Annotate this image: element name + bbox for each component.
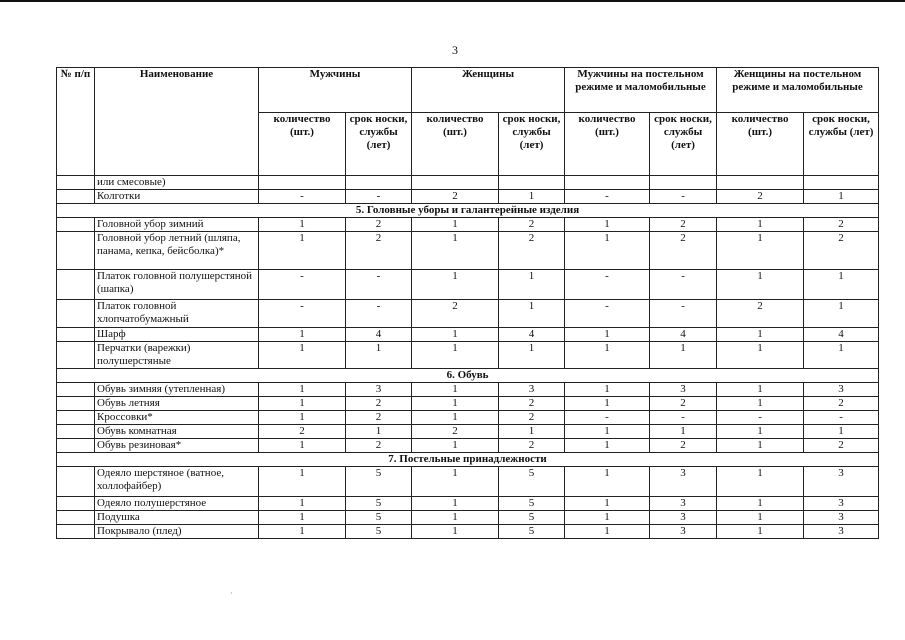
table-row (57, 270, 879, 300)
quantity-cell: 1 (412, 383, 499, 397)
quantity-cell: 1 (717, 525, 804, 539)
term-cell: - (346, 300, 412, 328)
scan-mark: · (230, 589, 233, 598)
quantity-cell: 1 (565, 342, 650, 369)
term-cell: 3 (804, 511, 879, 525)
row-number-cell (57, 176, 95, 190)
section-title: 6. Обувь (57, 369, 879, 383)
table-row (57, 525, 879, 539)
term-cell (650, 176, 717, 190)
row-number-cell (57, 328, 95, 342)
term-cell: 1 (499, 190, 565, 204)
term-cell: 1 (499, 300, 565, 328)
header-group-men: Мужчины (259, 68, 412, 113)
quantity-cell: 1 (259, 383, 346, 397)
quantity-cell: 1 (565, 397, 650, 411)
row-number-cell (57, 190, 95, 204)
item-name: или смесовые) (95, 176, 259, 190)
quantity-cell: - (565, 270, 650, 300)
item-name: Платок головной хлопчатобумажный (95, 300, 259, 328)
quantity-cell: 1 (717, 425, 804, 439)
term-cell: 2 (804, 218, 879, 232)
term-cell: 2 (804, 397, 879, 411)
term-cell: 5 (346, 525, 412, 539)
table-row (57, 411, 879, 425)
term-cell: 1 (346, 342, 412, 369)
quantity-cell: 1 (259, 439, 346, 453)
term-cell: 2 (650, 232, 717, 270)
quantity-cell: 2 (717, 300, 804, 328)
term-cell (804, 176, 879, 190)
term-cell: 1 (804, 300, 879, 328)
quantity-cell: 1 (565, 425, 650, 439)
item-name: Обувь комнатная (95, 425, 259, 439)
term-cell: 4 (650, 328, 717, 342)
term-cell: 2 (346, 439, 412, 453)
table-row (57, 342, 879, 369)
quantity-cell (717, 176, 804, 190)
quantity-cell: 1 (717, 218, 804, 232)
quantity-cell: 1 (412, 439, 499, 453)
table-row (57, 218, 879, 232)
quantity-cell: 1 (412, 397, 499, 411)
row-number-cell (57, 525, 95, 539)
quantity-cell: 1 (259, 342, 346, 369)
term-cell: 2 (346, 232, 412, 270)
header-quantity: количество (шт.) (565, 113, 650, 176)
quantity-cell: 1 (717, 397, 804, 411)
term-cell: 5 (499, 525, 565, 539)
term-cell: 1 (804, 270, 879, 300)
term-cell: - (650, 411, 717, 425)
quantity-cell: 1 (412, 411, 499, 425)
table-row (57, 328, 879, 342)
table-row (57, 397, 879, 411)
row-number-cell (57, 439, 95, 453)
quantity-cell: 1 (565, 218, 650, 232)
term-cell: 5 (499, 467, 565, 497)
quantity-cell: 1 (259, 328, 346, 342)
quantity-cell: 1 (717, 467, 804, 497)
item-name: Головной убор летний (шляпа, панама, кепка, бейсболка)* (95, 232, 259, 270)
table-row (57, 232, 879, 270)
term-cell: - (650, 270, 717, 300)
header-group-women: Женщины (412, 68, 565, 113)
quantity-cell: 1 (565, 511, 650, 525)
term-cell: - (650, 190, 717, 204)
term-cell: 3 (346, 383, 412, 397)
item-name: Колготки (95, 190, 259, 204)
quantity-cell: 1 (717, 342, 804, 369)
term-cell: 5 (499, 511, 565, 525)
term-cell: 3 (499, 383, 565, 397)
quantity-cell: 2 (412, 190, 499, 204)
term-cell: 2 (804, 232, 879, 270)
item-name: Перчатки (варежки) полушерстяные (95, 342, 259, 369)
quantity-cell: 1 (259, 497, 346, 511)
quantity-cell: 1 (412, 270, 499, 300)
quantity-cell: 1 (412, 497, 499, 511)
term-cell: 2 (499, 218, 565, 232)
quantity-cell (565, 176, 650, 190)
page-top-border (0, 0, 905, 2)
quantity-cell: 1 (259, 511, 346, 525)
term-cell: 3 (650, 525, 717, 539)
quantity-cell: 2 (412, 300, 499, 328)
term-cell: 2 (499, 411, 565, 425)
row-number-cell (57, 425, 95, 439)
quantity-cell: - (259, 190, 346, 204)
quantity-cell: 1 (717, 270, 804, 300)
quantity-cell: 1 (565, 467, 650, 497)
table-row (57, 497, 879, 511)
quantity-cell: 1 (412, 328, 499, 342)
item-name: Шарф (95, 328, 259, 342)
section-title: 7. Постельные принадлежности (57, 453, 879, 467)
quantity-cell: 1 (565, 497, 650, 511)
term-cell: 3 (650, 497, 717, 511)
header-term: срок носки, службы (лет) (499, 113, 565, 176)
item-name: Подушка (95, 511, 259, 525)
term-cell: 4 (499, 328, 565, 342)
header-term: срок носки, службы (лет) (650, 113, 717, 176)
quantity-cell: 1 (259, 411, 346, 425)
quantity-cell: 1 (565, 383, 650, 397)
term-cell: 2 (499, 397, 565, 411)
term-cell: - (650, 300, 717, 328)
item-name: Обувь зимняя (утепленная) (95, 383, 259, 397)
term-cell: 1 (804, 190, 879, 204)
term-cell: - (804, 411, 879, 425)
table-row (57, 176, 879, 190)
row-number-cell (57, 511, 95, 525)
term-cell: 1 (650, 425, 717, 439)
term-cell: - (346, 190, 412, 204)
row-number-cell (57, 411, 95, 425)
quantity-cell: - (717, 411, 804, 425)
section-title: 5. Головные уборы и галантерейные изделия (57, 204, 879, 218)
term-cell: 2 (346, 218, 412, 232)
table-row (57, 190, 879, 204)
term-cell: 5 (346, 467, 412, 497)
quantity-cell: 1 (259, 218, 346, 232)
quantity-cell: 1 (565, 232, 650, 270)
quantity-cell: 2 (259, 425, 346, 439)
item-name: Обувь летняя (95, 397, 259, 411)
header-quantity: количество (шт.) (412, 113, 499, 176)
table-row (57, 383, 879, 397)
quantity-cell (412, 176, 499, 190)
quantity-cell: 1 (717, 497, 804, 511)
term-cell: 3 (650, 467, 717, 497)
table-row (57, 439, 879, 453)
term-cell: 1 (804, 342, 879, 369)
item-name: Кроссовки* (95, 411, 259, 425)
quantity-cell: 1 (565, 439, 650, 453)
quantity-cell: 1 (259, 232, 346, 270)
allowance-table (56, 67, 879, 539)
row-number-cell (57, 397, 95, 411)
term-cell: 3 (804, 467, 879, 497)
quantity-cell: 1 (412, 218, 499, 232)
item-name: Покрывало (плед) (95, 525, 259, 539)
section-row (57, 204, 879, 218)
quantity-cell: 1 (412, 232, 499, 270)
row-number-cell (57, 497, 95, 511)
row-number-cell (57, 270, 95, 300)
table-row (57, 511, 879, 525)
header-no: № п/п (57, 68, 95, 176)
term-cell: 2 (804, 439, 879, 453)
quantity-cell: 1 (259, 397, 346, 411)
term-cell: 4 (804, 328, 879, 342)
term-cell (499, 176, 565, 190)
term-cell: 5 (346, 497, 412, 511)
quantity-cell: 1 (412, 511, 499, 525)
term-cell: 1 (499, 270, 565, 300)
section-row (57, 369, 879, 383)
quantity-cell (259, 176, 346, 190)
item-name: Головной убор зимний (95, 218, 259, 232)
quantity-cell: - (259, 270, 346, 300)
term-cell: 2 (499, 232, 565, 270)
term-cell: 2 (346, 411, 412, 425)
table-row (57, 300, 879, 328)
row-number-cell (57, 232, 95, 270)
quantity-cell: 2 (412, 425, 499, 439)
quantity-cell: - (565, 190, 650, 204)
item-name: Платок головной полушерстяной (шапка) (95, 270, 259, 300)
section-row (57, 453, 879, 467)
item-name: Обувь резиновая* (95, 439, 259, 453)
term-cell: 1 (499, 425, 565, 439)
quantity-cell: - (259, 300, 346, 328)
term-cell: 5 (499, 497, 565, 511)
term-cell: 2 (650, 439, 717, 453)
quantity-cell: 1 (717, 511, 804, 525)
header-quantity: количество (шт.) (717, 113, 804, 176)
quantity-cell: 1 (412, 525, 499, 539)
quantity-cell: - (565, 300, 650, 328)
term-cell (346, 176, 412, 190)
table-row (57, 425, 879, 439)
header-term: срок носки, службы (лет) (804, 113, 879, 176)
row-number-cell (57, 383, 95, 397)
quantity-cell: 1 (717, 328, 804, 342)
quantity-cell: 1 (259, 525, 346, 539)
quantity-cell: 1 (565, 328, 650, 342)
quantity-cell: 1 (412, 342, 499, 369)
item-name: Одеяло полушерстяное (95, 497, 259, 511)
term-cell: 3 (804, 383, 879, 397)
header-quantity: количество (шт.) (259, 113, 346, 176)
term-cell: 1 (650, 342, 717, 369)
header-name: Наименование (95, 68, 259, 176)
quantity-cell: - (565, 411, 650, 425)
quantity-cell: 1 (412, 467, 499, 497)
row-number-cell (57, 342, 95, 369)
term-cell: 4 (346, 328, 412, 342)
quantity-cell: 1 (717, 232, 804, 270)
row-number-cell (57, 467, 95, 497)
term-cell: - (346, 270, 412, 300)
quantity-cell: 1 (565, 525, 650, 539)
term-cell: 1 (346, 425, 412, 439)
term-cell: 1 (499, 342, 565, 369)
quantity-cell: 1 (717, 383, 804, 397)
quantity-cell: 2 (717, 190, 804, 204)
term-cell: 2 (346, 397, 412, 411)
header-group-women-bedrest: Женщины на постельном режиме и маломобильные (717, 68, 879, 113)
term-cell: 3 (804, 525, 879, 539)
item-name: Одеяло шерстяное (ватное, холлофайбер) (95, 467, 259, 497)
term-cell: 3 (650, 383, 717, 397)
term-cell: 2 (650, 218, 717, 232)
term-cell: 2 (499, 439, 565, 453)
quantity-cell: 1 (717, 439, 804, 453)
term-cell: 5 (346, 511, 412, 525)
header-group-men-bedrest: Мужчины на постельном режиме и маломобильные (565, 68, 717, 113)
term-cell: 2 (650, 397, 717, 411)
page-number: 3 (452, 43, 458, 57)
term-cell: 3 (804, 497, 879, 511)
table-body (57, 176, 879, 539)
row-number-cell (57, 300, 95, 328)
row-number-cell (57, 218, 95, 232)
table-row (57, 467, 879, 497)
quantity-cell: 1 (259, 467, 346, 497)
header-term: срок носки, службы (лет) (346, 113, 412, 176)
term-cell: 3 (650, 511, 717, 525)
term-cell: 1 (804, 425, 879, 439)
